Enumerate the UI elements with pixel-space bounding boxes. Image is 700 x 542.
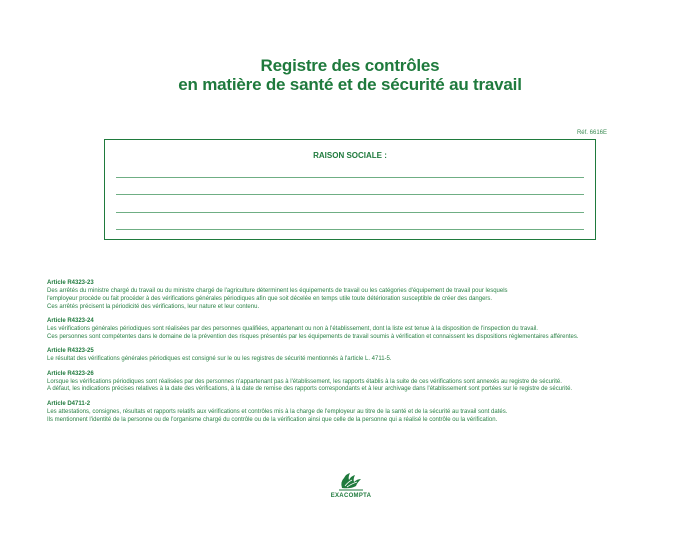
brand-name: EXACOMPTA bbox=[330, 493, 372, 499]
article-block bbox=[47, 318, 667, 342]
article-title: Article R4323-26 bbox=[47, 370, 94, 377]
article-text: Les vérifications générales périodiques sont réalisées par des personnes qualifiées, appartenant ou non à l'établissement, dont la liste est tenue à la disposition de l'inspection du travail. bbox=[47, 326, 538, 333]
article-text: A défaut, les indications précises relatives à la date des vérifications, à la date de remise des rapports correspondants et à leur archivage dans l'établissement sont portées sur le registre de sécurité. bbox=[47, 386, 573, 393]
reference-number: Réf. 6616E bbox=[576, 130, 607, 136]
article-text: Ils mentionnent l'identité de la personne ou de l'organisme chargé du contrôle ou de la vérification ainsi que celle de la personne qui a réalisé le contrôle ou la vérification. bbox=[47, 416, 498, 423]
article-block bbox=[47, 280, 667, 312]
exacompta-logo bbox=[325, 470, 377, 499]
exacompta-logo-icon bbox=[336, 470, 366, 492]
article-block bbox=[47, 348, 667, 364]
articles-section bbox=[47, 280, 667, 431]
raison-sociale-label: RAISON SOCIALE : bbox=[313, 151, 387, 160]
title-line-2: en matière de santé et de sécurité au travail bbox=[178, 75, 522, 94]
article-text: Des arrêtés du ministre chargé du travail ou du ministre chargé de l'agriculture déterminent les équipements de travail ou les catégories d'équipement de travail pour lesquels bbox=[47, 287, 508, 294]
article-text: Ces arrêtés précisent la périodicité des vérifications, leur nature et leur contenu. bbox=[47, 303, 260, 310]
article-title: Article D4711-2 bbox=[47, 400, 91, 407]
article-block bbox=[47, 401, 667, 425]
article-text: l'employeur procède ou fait procéder à des vérifications générales périodiques afin que soit décelée en temps utile toute détérioration susceptible de créer des dangers. bbox=[47, 295, 493, 302]
article-text: Le résultat des vérifications générales périodiques est consigné sur le ou les registres de sécurité mentionnés à l'article L. 4711-5. bbox=[47, 356, 392, 363]
article-title: Article R4323-23 bbox=[47, 280, 94, 286]
write-line[interactable] bbox=[116, 229, 584, 230]
article-title: Article R4323-24 bbox=[47, 318, 94, 325]
article-text: Lorsque les vérifications périodiques sont réalisées par des personnes n'appartenant pas à l'établissement, les rapports établis à la suite de ces vérifications sont annexés au registre de sécurité. bbox=[47, 378, 562, 385]
raison-sociale-box bbox=[104, 139, 596, 240]
article-block bbox=[47, 371, 667, 395]
article-title: Article R4323-25 bbox=[47, 348, 94, 355]
write-line[interactable] bbox=[116, 194, 584, 195]
document-title bbox=[0, 56, 700, 94]
write-line[interactable] bbox=[116, 212, 584, 213]
write-line[interactable] bbox=[116, 177, 584, 178]
article-text: Les attestations, consignes, résultats et rapports relatifs aux vérifications et contrôles mis à la charge de l'employeur au titre de la santé et de la sécurité au travail sont datés. bbox=[47, 408, 508, 415]
title-line-1: Registre des contrôles bbox=[260, 56, 440, 75]
article-text: Ces personnes sont compétentes dans le domaine de la prévention des risques présentés par les équipements de travail soumis à vérification et connaissent les dispositions réglementaires afférentes. bbox=[47, 333, 579, 340]
